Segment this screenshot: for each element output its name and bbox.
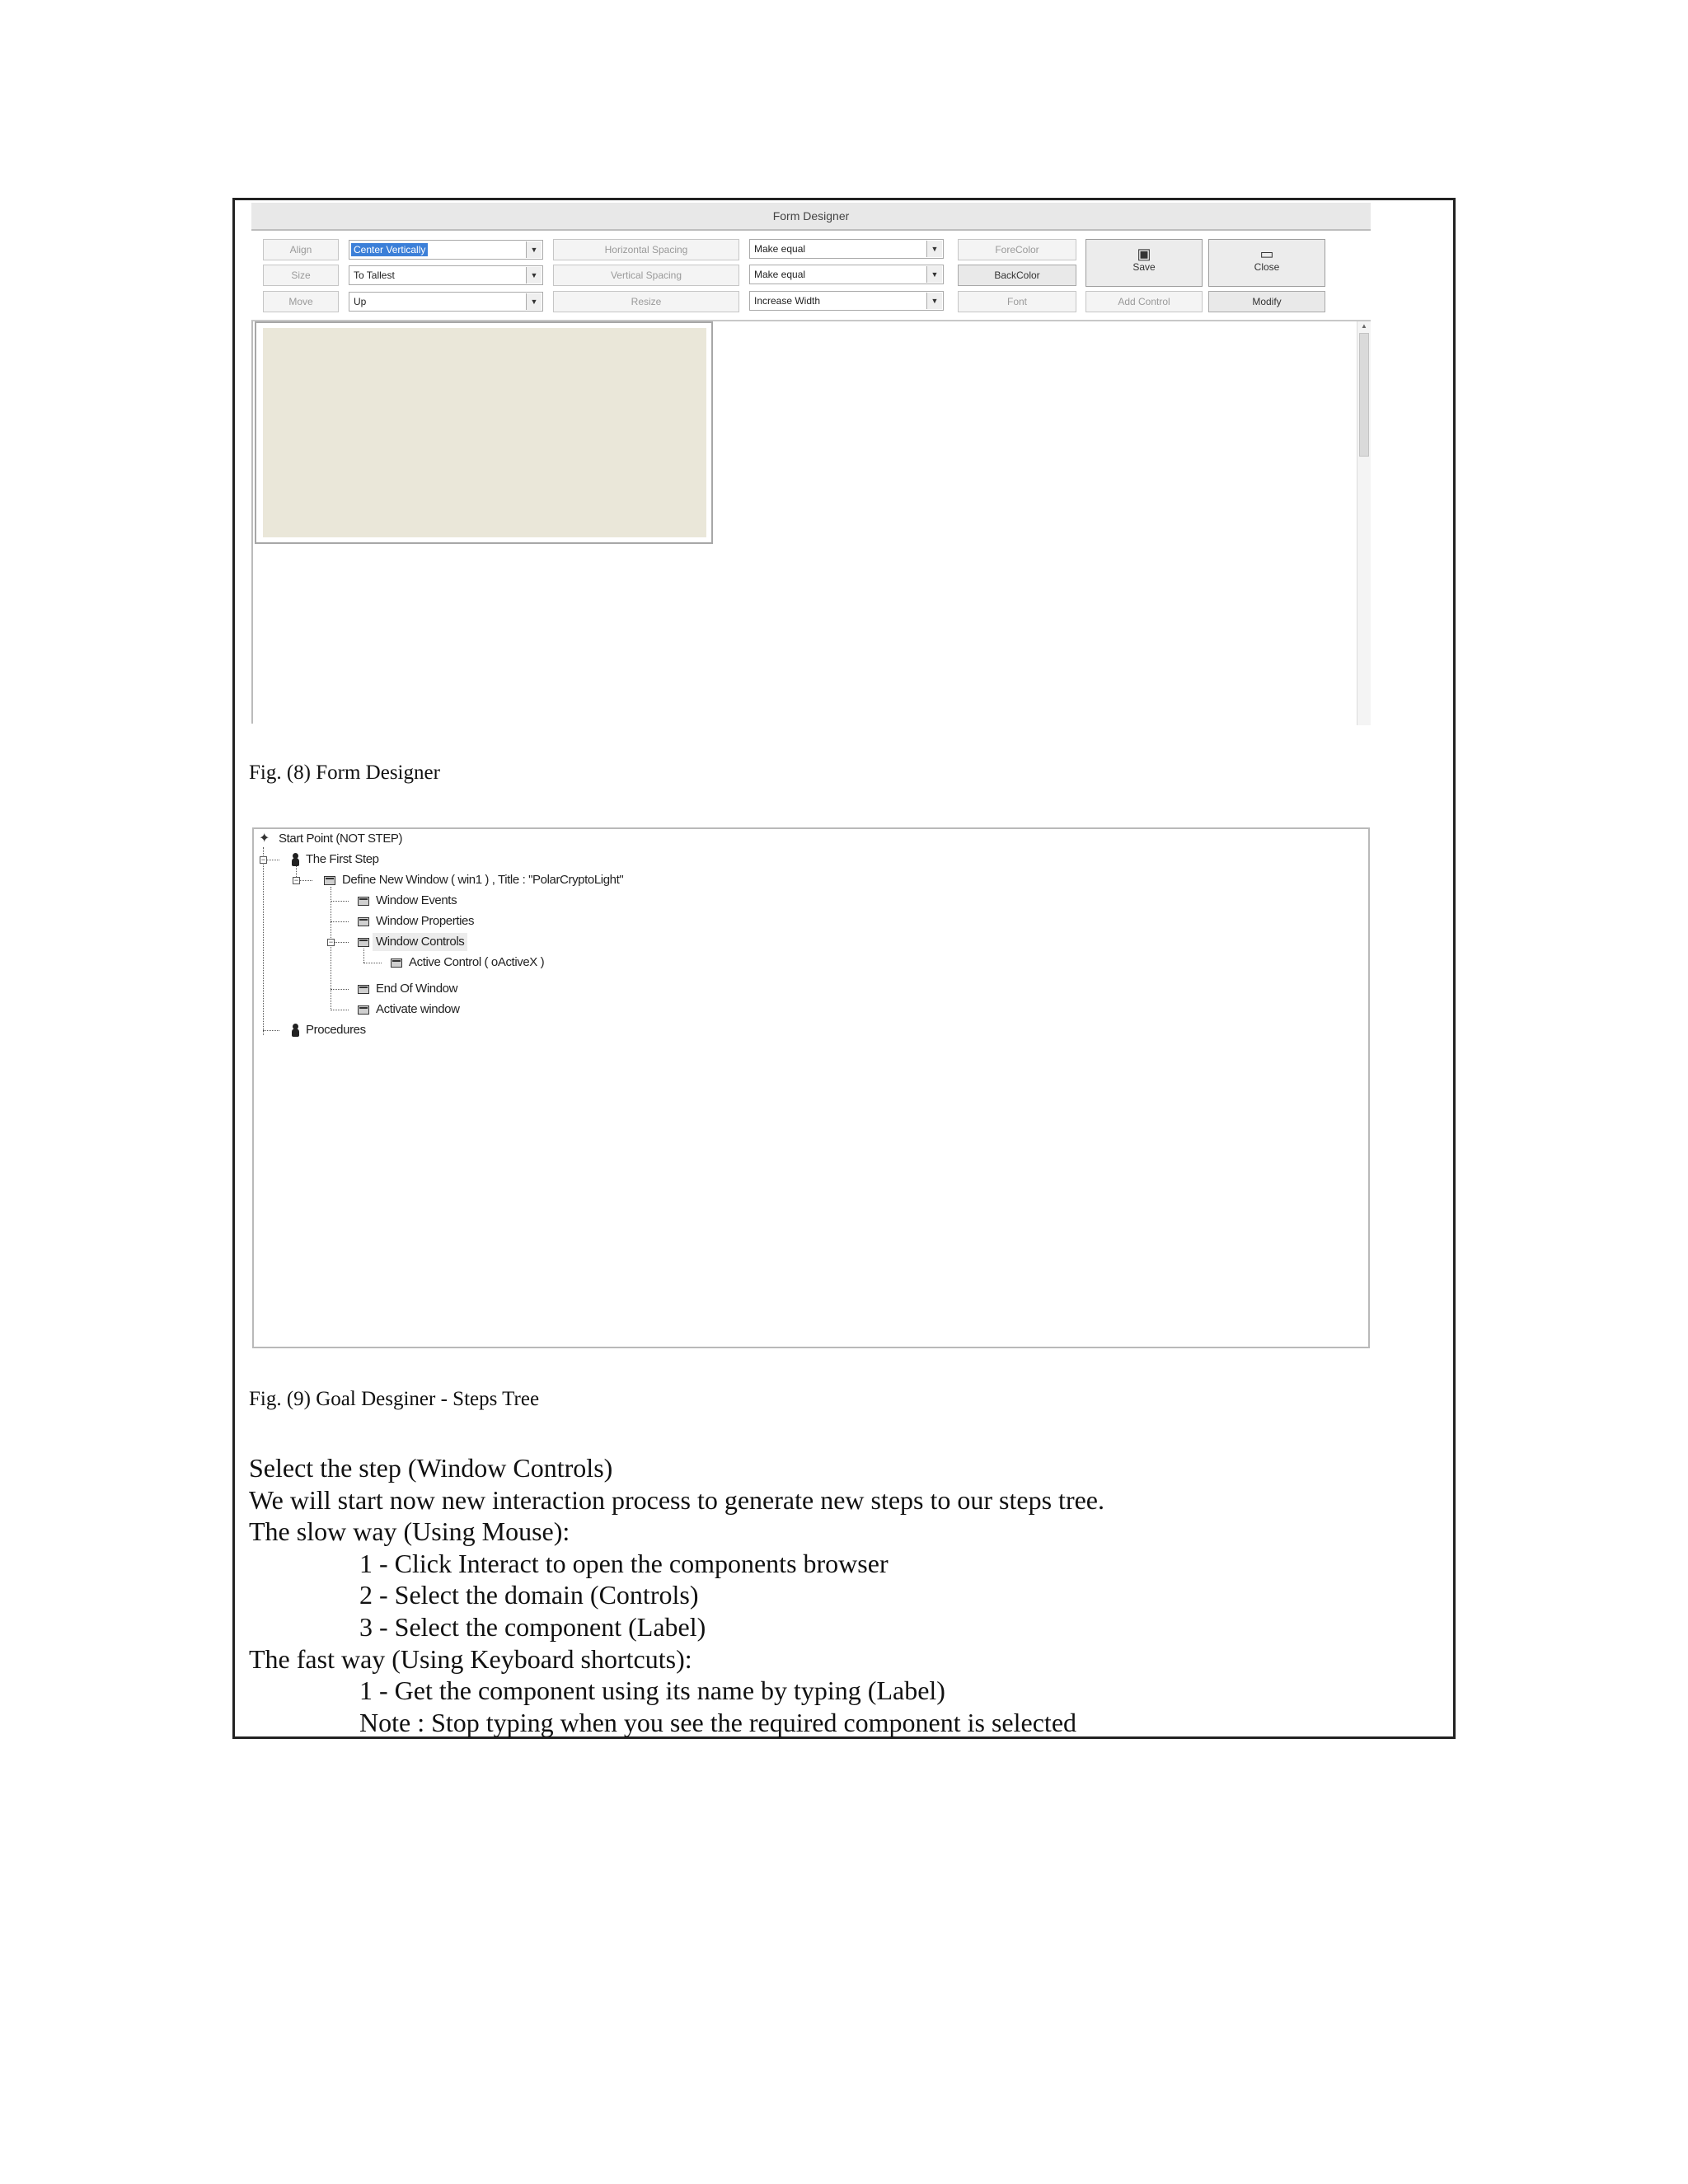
tree-node-start-point[interactable]	[259, 830, 402, 848]
start-icon: ✦	[259, 832, 270, 846]
move-select-value: Up	[354, 296, 367, 307]
floppy-disk-icon: ▣	[1137, 246, 1151, 262]
collapse-icon[interactable]: −	[260, 855, 266, 864]
window-icon	[358, 1005, 369, 1015]
scroll-up-icon[interactable]: ▲	[1361, 322, 1367, 330]
tree-node-label: Define New Window ( win1 ) , Title : "PolarCryptoLight"	[342, 873, 624, 888]
window-icon	[324, 876, 335, 885]
instruction-line: The fast way (Using Keyboard shortcuts):	[249, 1643, 692, 1674]
collapse-icon[interactable]: −	[293, 876, 299, 884]
save-button-label: Save	[1132, 261, 1156, 273]
resize-value: Increase Width	[754, 295, 821, 307]
size-select-value: To Tallest	[354, 269, 395, 281]
scrollbar-thumb[interactable]	[1359, 333, 1369, 457]
backcolor-button[interactable]: BackColor	[958, 265, 1076, 286]
chevron-down-icon[interactable]: ▼	[926, 293, 942, 309]
figure-9-caption: Fig. (9) Goal Desginer - Steps Tree	[249, 1388, 540, 1410]
instruction-step: 1 - Click Interact to open the components browser	[359, 1548, 889, 1578]
vertical-spacing-select[interactable]	[749, 265, 944, 284]
save-button[interactable]	[1085, 239, 1203, 287]
forecolor-button[interactable]: ForeColor	[958, 239, 1076, 260]
instruction-step: 3 - Select the component (Label)	[359, 1611, 706, 1642]
instruction-line: Select the step (Window Controls)	[249, 1453, 613, 1483]
chevron-down-icon[interactable]: ▼	[526, 241, 542, 258]
form-designer-title: Form Designer	[251, 203, 1371, 231]
tree-node-window-controls[interactable]	[358, 933, 467, 951]
tree-node-active-control[interactable]	[391, 954, 544, 972]
steps-tree[interactable]	[252, 827, 1370, 1348]
tree-connector	[263, 847, 264, 1035]
horizontal-spacing-value: Make equal	[754, 243, 806, 255]
align-select-value: Center Vertically	[351, 243, 428, 256]
size-button[interactable]: Size	[263, 265, 339, 286]
tree-node-label: Window Properties	[376, 914, 475, 929]
tree-node-label: Active Control ( oActiveX )	[409, 955, 545, 970]
tree-node-activate-window[interactable]	[358, 1001, 460, 1019]
instruction-step: 2 - Select the domain (Controls)	[359, 1580, 699, 1610]
collapse-icon[interactable]: −	[328, 938, 334, 946]
align-button[interactable]: Align	[263, 239, 339, 260]
add-control-button[interactable]: Add Control	[1085, 291, 1203, 312]
tree-node-label: Start Point (NOT STEP)	[279, 832, 403, 846]
window-icon	[391, 958, 402, 968]
tree-node-procedures[interactable]	[292, 1021, 366, 1039]
vertical-spacing-button[interactable]: Vertical Spacing	[553, 265, 739, 286]
figure-8-caption: Fig. (8) Form Designer	[249, 762, 440, 784]
tree-node-label: End Of Window	[376, 982, 458, 996]
vertical-spacing-value: Make equal	[754, 269, 806, 280]
resize-button[interactable]: Resize	[553, 291, 739, 312]
tree-connector	[331, 989, 349, 990]
tree-node-label: Window Controls	[373, 933, 467, 951]
tree-node-first-step[interactable]	[292, 851, 379, 869]
tree-connector	[331, 901, 349, 902]
form-designer-window	[251, 201, 1371, 724]
size-select[interactable]	[349, 265, 543, 285]
window-icon	[358, 897, 369, 906]
form-preview[interactable]	[255, 321, 713, 544]
step-icon	[292, 853, 299, 866]
step-icon	[292, 1024, 299, 1037]
chevron-down-icon[interactable]: ▼	[526, 267, 542, 284]
move-button[interactable]: Move	[263, 291, 339, 312]
resize-select[interactable]	[749, 291, 944, 311]
tree-node-label: The First Step	[306, 852, 379, 867]
chevron-down-icon[interactable]: ▼	[926, 241, 942, 257]
font-button[interactable]: Font	[958, 291, 1076, 312]
instructions-text	[249, 1452, 1436, 1738]
tree-node-end-of-window[interactable]	[358, 980, 457, 998]
tree-node-window-properties[interactable]	[358, 912, 474, 930]
modify-button[interactable]: Modify	[1208, 291, 1325, 312]
tree-connector	[331, 921, 349, 922]
close-button-label: Close	[1254, 261, 1280, 273]
instruction-note: Note : Stop typing when you see the required component is selected	[359, 1707, 1077, 1737]
move-select[interactable]	[349, 292, 543, 312]
tree-connector	[263, 1030, 279, 1031]
tree-node-window-events[interactable]	[358, 892, 457, 910]
design-canvas[interactable]	[251, 320, 1371, 724]
tree-node-label: Activate window	[376, 1002, 460, 1017]
form-preview-surface[interactable]	[263, 328, 706, 537]
chevron-down-icon[interactable]: ▼	[526, 293, 542, 310]
instruction-line: We will start now new interaction process to generate new steps to our steps tree.	[249, 1484, 1104, 1515]
chevron-down-icon[interactable]: ▼	[926, 266, 942, 283]
tree-node-label: Window Events	[376, 893, 457, 908]
tree-node-label: Procedures	[306, 1023, 366, 1038]
window-icon	[358, 917, 369, 926]
folder-exit-icon: ▭	[1259, 246, 1274, 262]
window-icon	[358, 938, 369, 947]
tree-node-define-window[interactable]	[324, 871, 623, 889]
align-select[interactable]	[349, 240, 543, 260]
horizontal-spacing-button[interactable]: Horizontal Spacing	[553, 239, 739, 260]
horizontal-spacing-select[interactable]	[749, 239, 944, 259]
close-button[interactable]	[1208, 239, 1325, 287]
vertical-scrollbar[interactable]	[1357, 321, 1371, 725]
instruction-step: 1 - Get the component using its name by typing (Label)	[359, 1675, 945, 1706]
window-icon	[358, 985, 369, 994]
instruction-line: The slow way (Using Mouse):	[249, 1516, 570, 1547]
